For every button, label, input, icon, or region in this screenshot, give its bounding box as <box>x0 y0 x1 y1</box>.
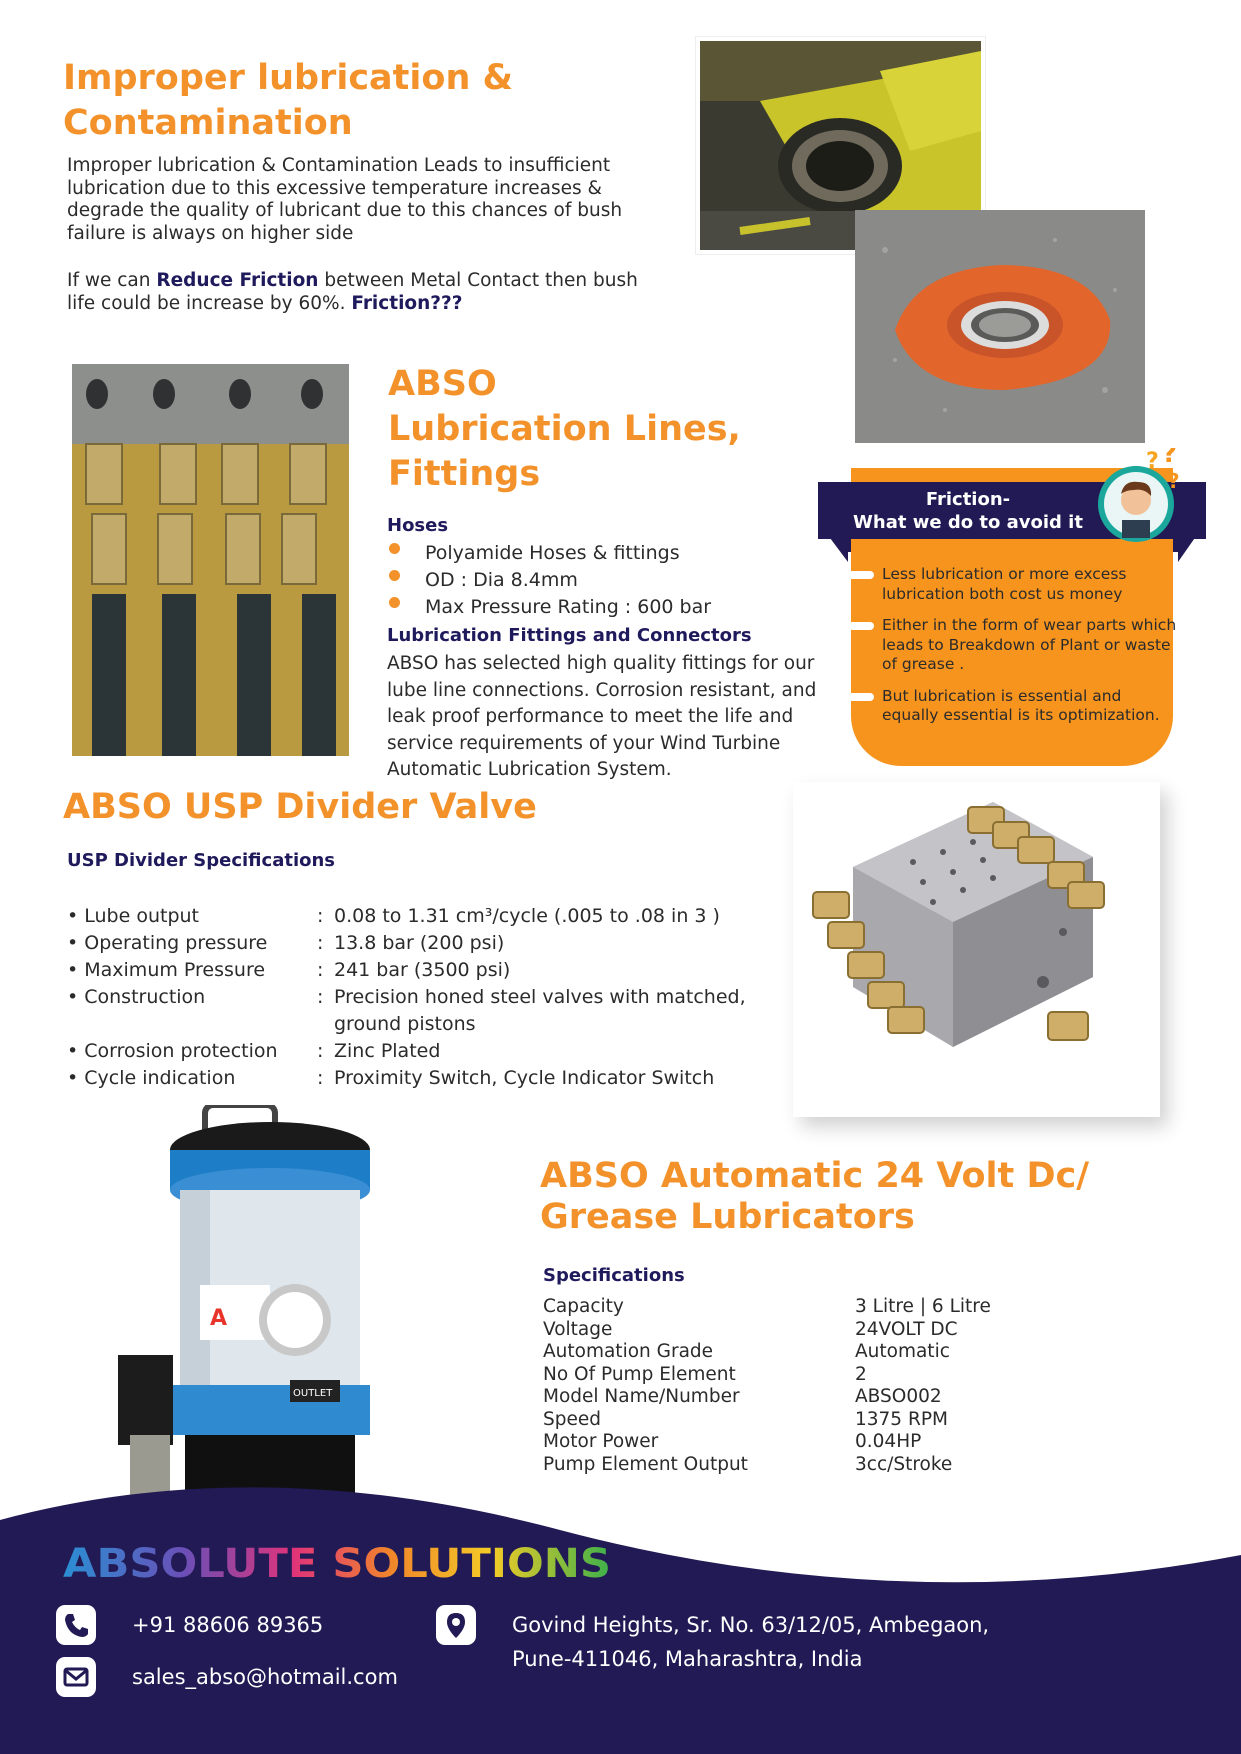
callout-title-line2: What we do to avoid it <box>853 512 1083 533</box>
callout-item: Either in the form of wear parts which leads to Breakdown of Plant or waste of grease . <box>848 616 1178 675</box>
spec-value: Precision honed steel valves with matched, ground pistons <box>334 986 746 1035</box>
spec-row <box>67 984 767 1038</box>
spec-value: Zinc Plated <box>334 1040 441 1062</box>
reduce-friction-bold: Reduce Friction <box>156 270 319 291</box>
spec-row <box>543 1296 1143 1319</box>
spec-row <box>67 1065 767 1092</box>
spec-key: Automation Grade <box>543 1341 714 1362</box>
text-span: between Metal Contact then bush life could be increase by 60%. <box>67 270 638 314</box>
usp-title: ABSO USP Divider Valve <box>63 787 537 827</box>
spec-value: 3cc/Stroke <box>855 1453 953 1475</box>
usp-spec-table <box>67 903 767 1092</box>
spec-row <box>67 1038 767 1065</box>
spec-key: Capacity <box>543 1296 624 1317</box>
spec-row <box>543 1431 1143 1454</box>
divider-valve-photo <box>793 782 1160 1117</box>
colon: : <box>317 1067 324 1089</box>
spec-key: No Of Pump Element <box>543 1363 736 1385</box>
colon: : <box>317 905 324 927</box>
brand-logo-text <box>63 1535 623 1587</box>
address-line1: Govind Heights, Sr. No. 63/12/05, Ambegaon, <box>512 1613 990 1637</box>
text-span: If we can <box>67 270 157 291</box>
spec-value: Automatic <box>855 1341 950 1362</box>
spec-row <box>543 1386 1143 1409</box>
spec-value: 13.8 bar (200 psi) <box>334 932 505 954</box>
spec-key: Model Name/Number <box>543 1386 740 1407</box>
callout-list <box>848 565 1178 738</box>
phone-number[interactable]: +91 88606 89365 <box>132 1613 324 1637</box>
spec-key: Voltage <box>543 1318 613 1340</box>
spec-row <box>543 1341 1143 1364</box>
friction-callout <box>818 448 1208 768</box>
spec-key: • Construction <box>67 986 206 1008</box>
spec-value: 24VOLT DC <box>855 1318 958 1340</box>
callout-title <box>818 488 1118 534</box>
hoses-fittings-photo <box>72 364 349 756</box>
friction-question-bold: Friction??? <box>351 292 463 314</box>
colon: : <box>317 1040 324 1062</box>
list-item: Polyamide Hoses & fittings <box>387 540 747 567</box>
hoses-heading: Hoses <box>387 515 449 536</box>
grease-lubricator-photo <box>110 1105 400 1520</box>
spec-row <box>67 903 767 930</box>
brand-name: ABSOLUTE SOLUTIONS <box>63 1541 611 1587</box>
section1-title: Improper lubrication & Contamination <box>63 58 514 143</box>
spec-value: Proximity Switch, Cycle Indicator Switch <box>334 1067 715 1089</box>
spec-key: Pump Element Output <box>543 1453 748 1475</box>
bush-photo-orange <box>855 210 1145 443</box>
list-item: OD : Dia 8.4mm <box>387 567 747 594</box>
spec-value: 3 Litre | 6 Litre <box>855 1296 991 1317</box>
address <box>512 1608 1072 1676</box>
fittings-paragraph: ABSO has selected high quality fittings for our lube line connections. Corrosion resistant, and leak proof performance to meet the life and service requirements of your Wind Turbine Automatic Lubrication System. <box>387 653 817 780</box>
spec-row <box>67 957 767 984</box>
colon: : <box>317 959 324 981</box>
spec-key: Speed <box>543 1408 601 1430</box>
fittings-heading: Lubrication Fittings and Connectors <box>387 625 752 646</box>
spec-key: • Corrosion protection <box>67 1040 278 1062</box>
spec-value: 0.04HP <box>855 1431 922 1452</box>
hoses-list <box>387 540 747 621</box>
email-address[interactable]: sales_abso@hotmail.com <box>132 1665 398 1689</box>
usp-spec-heading: USP Divider Specifications <box>67 850 336 871</box>
callout-item: But lubrication is essential and equally essential is its optimization. <box>848 687 1178 726</box>
phone-icon <box>56 1605 96 1645</box>
spec-key: • Cycle indication <box>67 1067 236 1089</box>
colon: : <box>317 932 324 954</box>
lines-title-line3: Fittings <box>388 454 541 494</box>
spec-value: 1375 RPM <box>855 1408 948 1430</box>
address-line2: Pune-411046, Maharashtra, India <box>512 1647 863 1671</box>
svg-text:A: A <box>210 1306 228 1331</box>
spec-value: 241 bar (3500 psi) <box>334 959 511 981</box>
spec-row <box>543 1409 1143 1432</box>
lubricator-spec-table <box>543 1296 1143 1476</box>
spec-key: • Lube output <box>67 905 199 927</box>
callout-title-line1: Friction- <box>925 489 1011 510</box>
colon: : <box>317 986 324 1008</box>
spec-key: • Operating pressure <box>67 932 268 954</box>
spec-key: Motor Power <box>543 1431 659 1452</box>
spec-row <box>67 930 767 957</box>
callout-item: Less lubrication or more excess lubrication both cost us money <box>848 565 1178 604</box>
lines-title <box>388 362 808 497</box>
lubricator-title <box>540 1156 1160 1238</box>
svg-text:?: ? <box>1146 449 1159 474</box>
lubricator-spec-heading: Specifications <box>543 1265 685 1286</box>
spec-row <box>543 1364 1143 1387</box>
lines-title-line1: ABSO <box>388 364 497 404</box>
thinking-man-icon <box>1094 448 1184 548</box>
section1-paragraph: Improper lubrication & Contamination Leads to insufficient lubrication due to this excessive temperature increases & degrade the quality of lubricant due to this chances of bush failure is always on higher side <box>67 155 623 244</box>
spec-value: 0.08 to 1.31 cm³/cycle (.005 to .08 in 3 ) <box>334 905 720 927</box>
mail-icon <box>56 1657 96 1697</box>
list-item: Max Pressure Rating : 600 bar <box>387 594 747 621</box>
location-pin-icon <box>436 1605 476 1645</box>
svg-text:?: ? <box>1162 448 1178 469</box>
lubricator-title-line2: Grease Lubricators <box>540 1197 915 1237</box>
spec-value: 2 <box>855 1363 867 1385</box>
spec-row <box>543 1319 1143 1342</box>
section1-friction-paragraph <box>67 270 657 315</box>
spec-value: ABSO002 <box>855 1386 942 1407</box>
svg-text:?: ? <box>1168 469 1180 493</box>
lubricator-title-line1: ABSO Automatic 24 Volt Dc/ <box>540 1156 1090 1196</box>
outlet-label: OUTLET <box>293 1388 333 1399</box>
spec-key: • Maximum Pressure <box>67 959 266 981</box>
lines-title-line2: Lubrication Lines, <box>388 409 741 449</box>
